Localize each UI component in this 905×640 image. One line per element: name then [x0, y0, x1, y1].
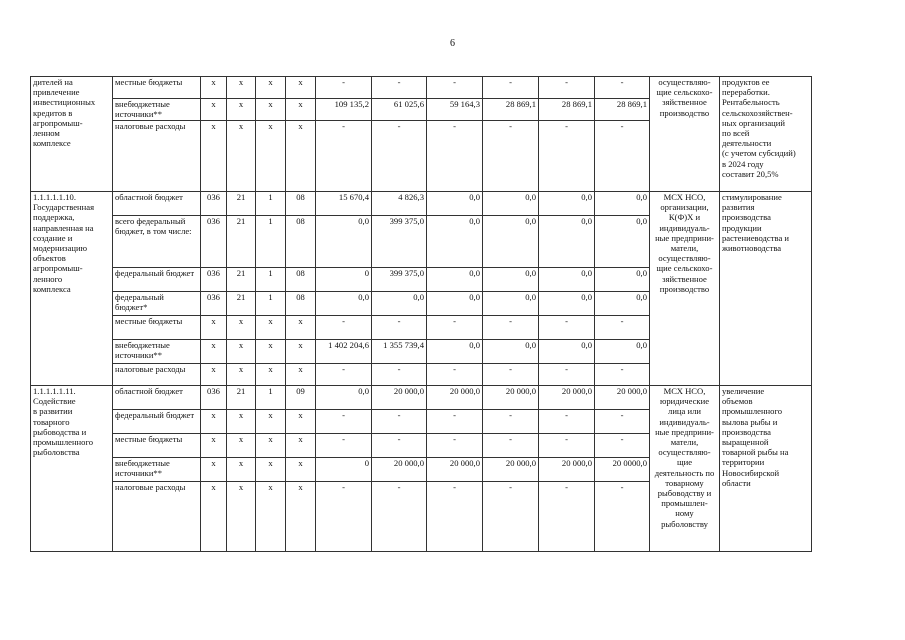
activity-name-line: комплекса [33, 283, 71, 294]
activity-name-line: Государственная [33, 202, 95, 213]
executor-line: индивидуаль- [659, 416, 710, 427]
activity-name-line: агропромыш- [33, 263, 83, 274]
year-value: 0,0 [595, 192, 650, 216]
funding-source: внебюджетные источники** [113, 458, 201, 482]
budget-code-c3: x [256, 410, 286, 434]
activity-name-line: дителей на [33, 77, 73, 87]
funding-source: федеральный бюджет [113, 268, 201, 292]
activity-name-cell [31, 386, 113, 552]
budget-code-c1: x [201, 99, 227, 121]
executor-cell [650, 77, 720, 192]
year-value: 0,0 [539, 192, 595, 216]
budget-code-c1: x [201, 482, 227, 552]
budget-code-c1: 036 [201, 292, 227, 316]
activity-name-line: 1.1.1.1.1.11. [33, 386, 76, 396]
budget-code-c3: x [256, 364, 286, 386]
budget-code-c3: 1 [256, 268, 286, 292]
table-row [31, 77, 812, 99]
activity-name-line: создание и [33, 232, 73, 243]
year-value: - [316, 482, 372, 552]
executor-line: осуществляю- [658, 253, 711, 264]
budget-code-c3: 1 [256, 386, 286, 410]
year-value: 0,0 [427, 340, 483, 364]
executor-line: организации, [660, 202, 709, 213]
budget-code-c4: x [286, 364, 316, 386]
expected-result-line: области [722, 477, 751, 488]
expected-result-line: составит 20,5% [722, 168, 779, 179]
year-value: - [372, 482, 427, 552]
year-value: 59 164,3 [427, 99, 483, 121]
activity-name-line: комплексе [33, 138, 71, 149]
budget-code-c2: x [227, 458, 256, 482]
executor-line: К(Ф)Х и [668, 212, 701, 223]
budget-code-c4: x [286, 77, 316, 99]
year-value: 20 000,0 [483, 458, 539, 482]
year-value: 0,0 [483, 216, 539, 268]
year-value: - [427, 410, 483, 434]
year-value: - [372, 316, 427, 340]
budget-code-c4: 08 [286, 292, 316, 316]
executor-cell [650, 386, 720, 552]
year-value: - [539, 364, 595, 386]
budget-code-c1: x [201, 364, 227, 386]
year-value: 399 375,0 [372, 268, 427, 292]
budget-code-c2: 21 [227, 386, 256, 410]
year-value: - [483, 364, 539, 386]
budget-code-c4: 08 [286, 216, 316, 268]
executor-line: производство [659, 283, 710, 294]
funding-source: областной бюджет [113, 386, 201, 410]
expected-result-line: Рентабельность [722, 97, 780, 108]
expected-result-line: товарной рыбы на [722, 447, 789, 458]
funding-source: федеральный бюджет [113, 410, 201, 434]
year-value: 28 869,1 [539, 99, 595, 121]
year-value: 0,0 [483, 268, 539, 292]
budget-code-c3: 1 [256, 216, 286, 268]
expected-result-line: переработки. [722, 87, 770, 98]
executor-line: МСХ НСО, [663, 192, 706, 202]
year-value: - [427, 364, 483, 386]
year-value: 20 000,0 [483, 386, 539, 410]
year-value: 0,0 [539, 268, 595, 292]
expected-result-line: выращенной [722, 437, 769, 448]
executor-line: лица или [668, 406, 701, 417]
year-value: - [427, 434, 483, 458]
expected-result-line: территории [722, 457, 765, 468]
expected-result-cell [720, 77, 812, 192]
year-value: 1 402 204,6 [316, 340, 372, 364]
executor-line: осуществляю- [658, 447, 711, 458]
funding-source: местные бюджеты [113, 434, 201, 458]
budget-code-c3: x [256, 316, 286, 340]
year-value: - [316, 121, 372, 192]
budget-code-c1: x [201, 458, 227, 482]
expected-result-cell [720, 386, 812, 552]
executor-line: рыбоводству и [657, 488, 712, 499]
year-value: 109 135,2 [316, 99, 372, 121]
year-value: 0,0 [539, 216, 595, 268]
expected-result-line: по всей [722, 128, 750, 139]
executor-line: индивидуаль- [659, 222, 710, 233]
budget-code-c3: x [256, 77, 286, 99]
year-value: - [427, 121, 483, 192]
budget-code-c4: x [286, 458, 316, 482]
funding-source: налоговые расходы [113, 121, 201, 192]
budget-code-c4: x [286, 99, 316, 121]
expected-result-line: объемов [722, 396, 753, 407]
budget-code-c2: x [227, 77, 256, 99]
year-value: - [483, 482, 539, 552]
year-value: 0,0 [316, 292, 372, 316]
activity-name-line: 1.1.1.1.1.10. [33, 192, 76, 202]
year-value: - [483, 121, 539, 192]
expected-result-line: сельскохозяйствен- [722, 107, 793, 118]
budget-code-c2: 21 [227, 268, 256, 292]
year-value: - [539, 121, 595, 192]
year-value: - [595, 121, 650, 192]
year-value: 0,0 [427, 216, 483, 268]
funding-source: налоговые расходы [113, 482, 201, 552]
budget-code-c2: x [227, 316, 256, 340]
activity-name-line: промышленного [33, 437, 94, 448]
year-value: 0,0 [427, 268, 483, 292]
year-value: 28 869,1 [595, 99, 650, 121]
executor-line: ному [675, 508, 694, 519]
budget-code-c1: x [201, 316, 227, 340]
year-value: - [483, 316, 539, 340]
budget-code-c1: x [201, 77, 227, 99]
table-row [31, 192, 812, 216]
year-value: 20 000,0 [427, 386, 483, 410]
budget-code-c3: 1 [256, 192, 286, 216]
funding-source: местные бюджеты [113, 77, 201, 99]
year-value: - [372, 121, 427, 192]
expected-result-line: промышленного [722, 406, 783, 417]
budget-code-c2: x [227, 482, 256, 552]
budget-code-c1: x [201, 121, 227, 192]
executor-line: товарному [665, 477, 704, 488]
year-value: 20 000,0 [595, 386, 650, 410]
year-value: 20 000,0 [539, 386, 595, 410]
budget-code-c1: x [201, 434, 227, 458]
year-value: 20 000,0 [372, 386, 427, 410]
year-value: - [372, 434, 427, 458]
budget-code-c3: x [256, 99, 286, 121]
budget-code-c2: x [227, 410, 256, 434]
year-value: 15 670,4 [316, 192, 372, 216]
expected-result-line: растениеводства и [722, 232, 790, 243]
executor-line: зяйственное [662, 273, 707, 284]
year-value: 0,0 [316, 216, 372, 268]
year-value: - [539, 77, 595, 99]
year-value: - [539, 410, 595, 434]
year-value: 28 869,1 [483, 99, 539, 121]
year-value: - [595, 316, 650, 340]
expected-result-cell [720, 192, 812, 386]
expected-result-line: ных организаций [722, 117, 785, 128]
budget-code-c3: x [256, 434, 286, 458]
activity-name-line: привлечение [33, 87, 80, 98]
budget-code-c4: 09 [286, 386, 316, 410]
budget-code-c4: x [286, 316, 316, 340]
budget-code-c2: x [227, 364, 256, 386]
expected-result-line: деятельности [722, 138, 772, 149]
table-row [31, 386, 812, 410]
budget-code-c4: x [286, 434, 316, 458]
budget-code-c1: 036 [201, 192, 227, 216]
year-value: 0,0 [539, 292, 595, 316]
activity-name-line: направленная на [33, 222, 94, 233]
executor-line: МСХ НСО, [663, 386, 706, 396]
budget-code-c4: x [286, 121, 316, 192]
budget-code-c3: 1 [256, 292, 286, 316]
year-value: 20 0000,0 [595, 458, 650, 482]
year-value: 399 375,0 [372, 216, 427, 268]
expected-result-line: продуктов ее [722, 77, 770, 87]
activity-name-line: поддержка, [33, 212, 75, 223]
budget-code-c4: 08 [286, 192, 316, 216]
activity-name-line: рыболовства [33, 447, 80, 458]
expected-result-line: Новосибирской [722, 467, 780, 478]
executor-line: ные предприни- [655, 426, 714, 437]
expected-result-line: животноводства [722, 243, 782, 254]
year-value: 0,0 [427, 192, 483, 216]
year-value: 4 826,3 [372, 192, 427, 216]
budget-code-c4: x [286, 482, 316, 552]
executor-line: щие сельскохо- [656, 87, 713, 98]
expected-result-line: развития [722, 202, 755, 213]
year-value: 0,0 [483, 292, 539, 316]
executor-line: юридические [659, 396, 710, 407]
year-value: 61 025,6 [372, 99, 427, 121]
year-value: 0,0 [372, 292, 427, 316]
year-value: - [316, 364, 372, 386]
year-value: 0,0 [483, 340, 539, 364]
budget-code-c1: 036 [201, 268, 227, 292]
executor-line: производство [659, 107, 710, 118]
page-number: 6 [450, 38, 455, 49]
year-value: 1 355 739,4 [372, 340, 427, 364]
activity-name-line: инвестиционных [33, 97, 96, 108]
year-value: - [483, 77, 539, 99]
executor-line: щие сельскохо- [656, 263, 713, 274]
year-value: 0,0 [316, 386, 372, 410]
program-table [30, 76, 812, 552]
year-value: 20 000,0 [427, 458, 483, 482]
executor-line: осуществляю- [658, 77, 711, 87]
expected-result-line: производства [722, 212, 771, 223]
year-value: - [595, 364, 650, 386]
executor-line: щие [676, 457, 693, 468]
expected-result-line: стимулирование [722, 192, 782, 202]
year-value: 0,0 [427, 292, 483, 316]
executor-line: деятельность по [654, 467, 715, 478]
year-value: - [539, 434, 595, 458]
expected-result-line: в 2024 году [722, 158, 764, 169]
year-value: 20 000,0 [372, 458, 427, 482]
budget-code-c2: x [227, 434, 256, 458]
activity-name-line: агропромыш- [33, 117, 83, 128]
activity-name-line: кредитов в [33, 107, 73, 118]
year-value: - [372, 364, 427, 386]
activity-name-cell [31, 77, 113, 192]
executor-line: матели, [670, 243, 699, 254]
expected-result-line: (с учетом субсидий) [722, 148, 796, 159]
year-value: - [316, 410, 372, 434]
year-value: - [427, 316, 483, 340]
year-value: - [372, 77, 427, 99]
year-value: - [316, 434, 372, 458]
year-value: - [595, 482, 650, 552]
budget-code-c2: 21 [227, 216, 256, 268]
activity-name-line: ленном [33, 128, 60, 139]
funding-source: областной бюджет [113, 192, 201, 216]
year-value: 0,0 [595, 292, 650, 316]
budget-code-c2: x [227, 340, 256, 364]
executor-line: матели, [670, 437, 699, 448]
activity-name-line: объектов [33, 253, 66, 264]
budget-code-c2: 21 [227, 192, 256, 216]
budget-code-c1: x [201, 340, 227, 364]
budget-code-c1: x [201, 410, 227, 434]
budget-code-c4: 08 [286, 268, 316, 292]
year-value: 0 [316, 268, 372, 292]
year-value: 0,0 [595, 216, 650, 268]
budget-code-c3: x [256, 482, 286, 552]
expected-result-line: вылова рыбы и [722, 416, 778, 427]
budget-code-c2: x [227, 121, 256, 192]
activity-name-line: модернизацию [33, 243, 87, 254]
expected-result-line: производства [722, 426, 771, 437]
activity-name-line: Содействие [33, 396, 76, 407]
year-value: - [316, 316, 372, 340]
funding-source: всего федеральный бюджет, в том числе: [113, 216, 201, 268]
budget-code-c2: 21 [227, 292, 256, 316]
executor-line: зяйственное [662, 97, 707, 108]
year-value: 20 000,0 [539, 458, 595, 482]
activity-name-cell [31, 192, 113, 386]
year-value: - [372, 410, 427, 434]
year-value: - [539, 482, 595, 552]
year-value: 0,0 [595, 340, 650, 364]
funding-source: налоговые расходы [113, 364, 201, 386]
executor-cell [650, 192, 720, 386]
year-value: 0,0 [595, 268, 650, 292]
budget-code-c3: x [256, 121, 286, 192]
activity-name-line: товарного [33, 416, 70, 427]
executor-line: ные предприни- [655, 232, 714, 243]
activity-name-line: в развитии [33, 406, 73, 417]
budget-code-c1: 036 [201, 386, 227, 410]
year-value: 0 [316, 458, 372, 482]
year-value: - [483, 410, 539, 434]
budget-code-c4: x [286, 410, 316, 434]
year-value: - [427, 482, 483, 552]
funding-source: внебюджетные источники** [113, 99, 201, 121]
year-value: - [539, 316, 595, 340]
executor-line: рыболовству [661, 518, 708, 529]
funding-source: федеральный бюджет* [113, 292, 201, 316]
budget-code-c3: x [256, 340, 286, 364]
activity-name-line: ленного [33, 273, 63, 284]
budget-code-c3: x [256, 458, 286, 482]
year-value: - [595, 434, 650, 458]
funding-source: внебюджетные источники** [113, 340, 201, 364]
year-value: 0,0 [539, 340, 595, 364]
budget-code-c2: x [227, 99, 256, 121]
executor-line: промышлен- [661, 498, 708, 509]
year-value: 0,0 [483, 192, 539, 216]
activity-name-line: рыбоводства и [33, 426, 87, 437]
year-value: - [595, 77, 650, 99]
budget-code-c4: x [286, 340, 316, 364]
year-value: - [316, 77, 372, 99]
year-value: - [483, 434, 539, 458]
year-value: - [427, 77, 483, 99]
expected-result-line: продукции [722, 222, 762, 233]
year-value: - [595, 410, 650, 434]
expected-result-line: увеличение [722, 386, 765, 396]
budget-code-c1: 036 [201, 216, 227, 268]
funding-source: местные бюджеты [113, 316, 201, 340]
